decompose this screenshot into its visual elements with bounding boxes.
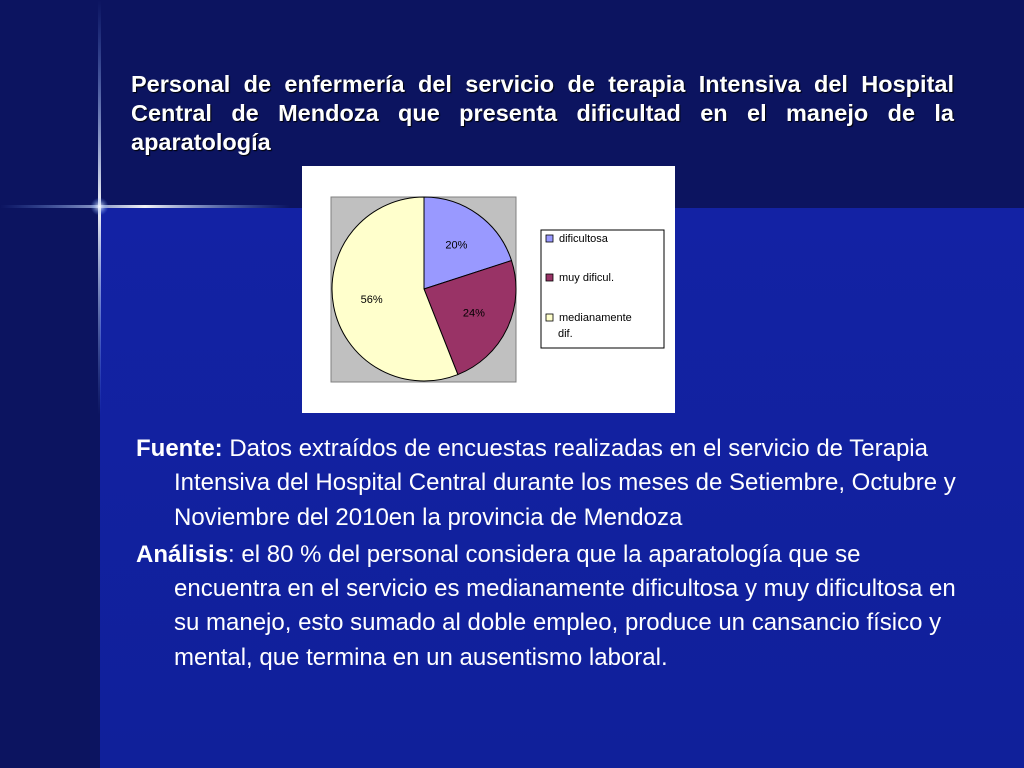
analysis-paragraph [136, 538, 966, 675]
body-text [136, 432, 966, 678]
pie-slice-label-2: 24% [462, 307, 485, 320]
legend-swatch-2 [546, 274, 553, 281]
source-paragraph [136, 432, 966, 535]
source-label: Fuente: [136, 435, 223, 462]
slide-title: Personal de enfermería del servicio de terapia Intensiva del Hospital Central de Mendoza que presenta dificultad en el manejo de la aparatología [131, 71, 954, 155]
legend-label-2: muy dificul. [559, 272, 615, 284]
pie-chart [302, 166, 675, 413]
analysis-label: Análisis [136, 540, 229, 568]
legend-swatch-3 [546, 314, 553, 321]
legend-label-3: medianamente [559, 312, 632, 324]
pie-slice-label-3: 56% [360, 294, 383, 306]
source-text: Datos extraídos de encuestas realizadas en el servicio de Terapia Intensiva del Hospital Central durante los meses de Setiembre, Octubre y Noviembre del 2010en la provincia de Mendoza [174, 435, 956, 531]
legend-swatch-1 [546, 235, 553, 242]
legend-label-3-line-2: dif. [558, 328, 573, 340]
analysis-text: : el 80 % del personal considera que la aparatología que se encuentra en el servicio es medianamente dificultosa y muy dificultosa en su manejo, esto sumado al doble empleo, produce un cansancio físico y mental, que termina en un ausentismo laboral. [174, 540, 956, 671]
pie-slice-label-1: 20% [445, 239, 468, 252]
left-dark-band [0, 208, 100, 768]
legend-label-1: dificultosa [559, 233, 608, 245]
pie-chart-svg [302, 166, 675, 413]
